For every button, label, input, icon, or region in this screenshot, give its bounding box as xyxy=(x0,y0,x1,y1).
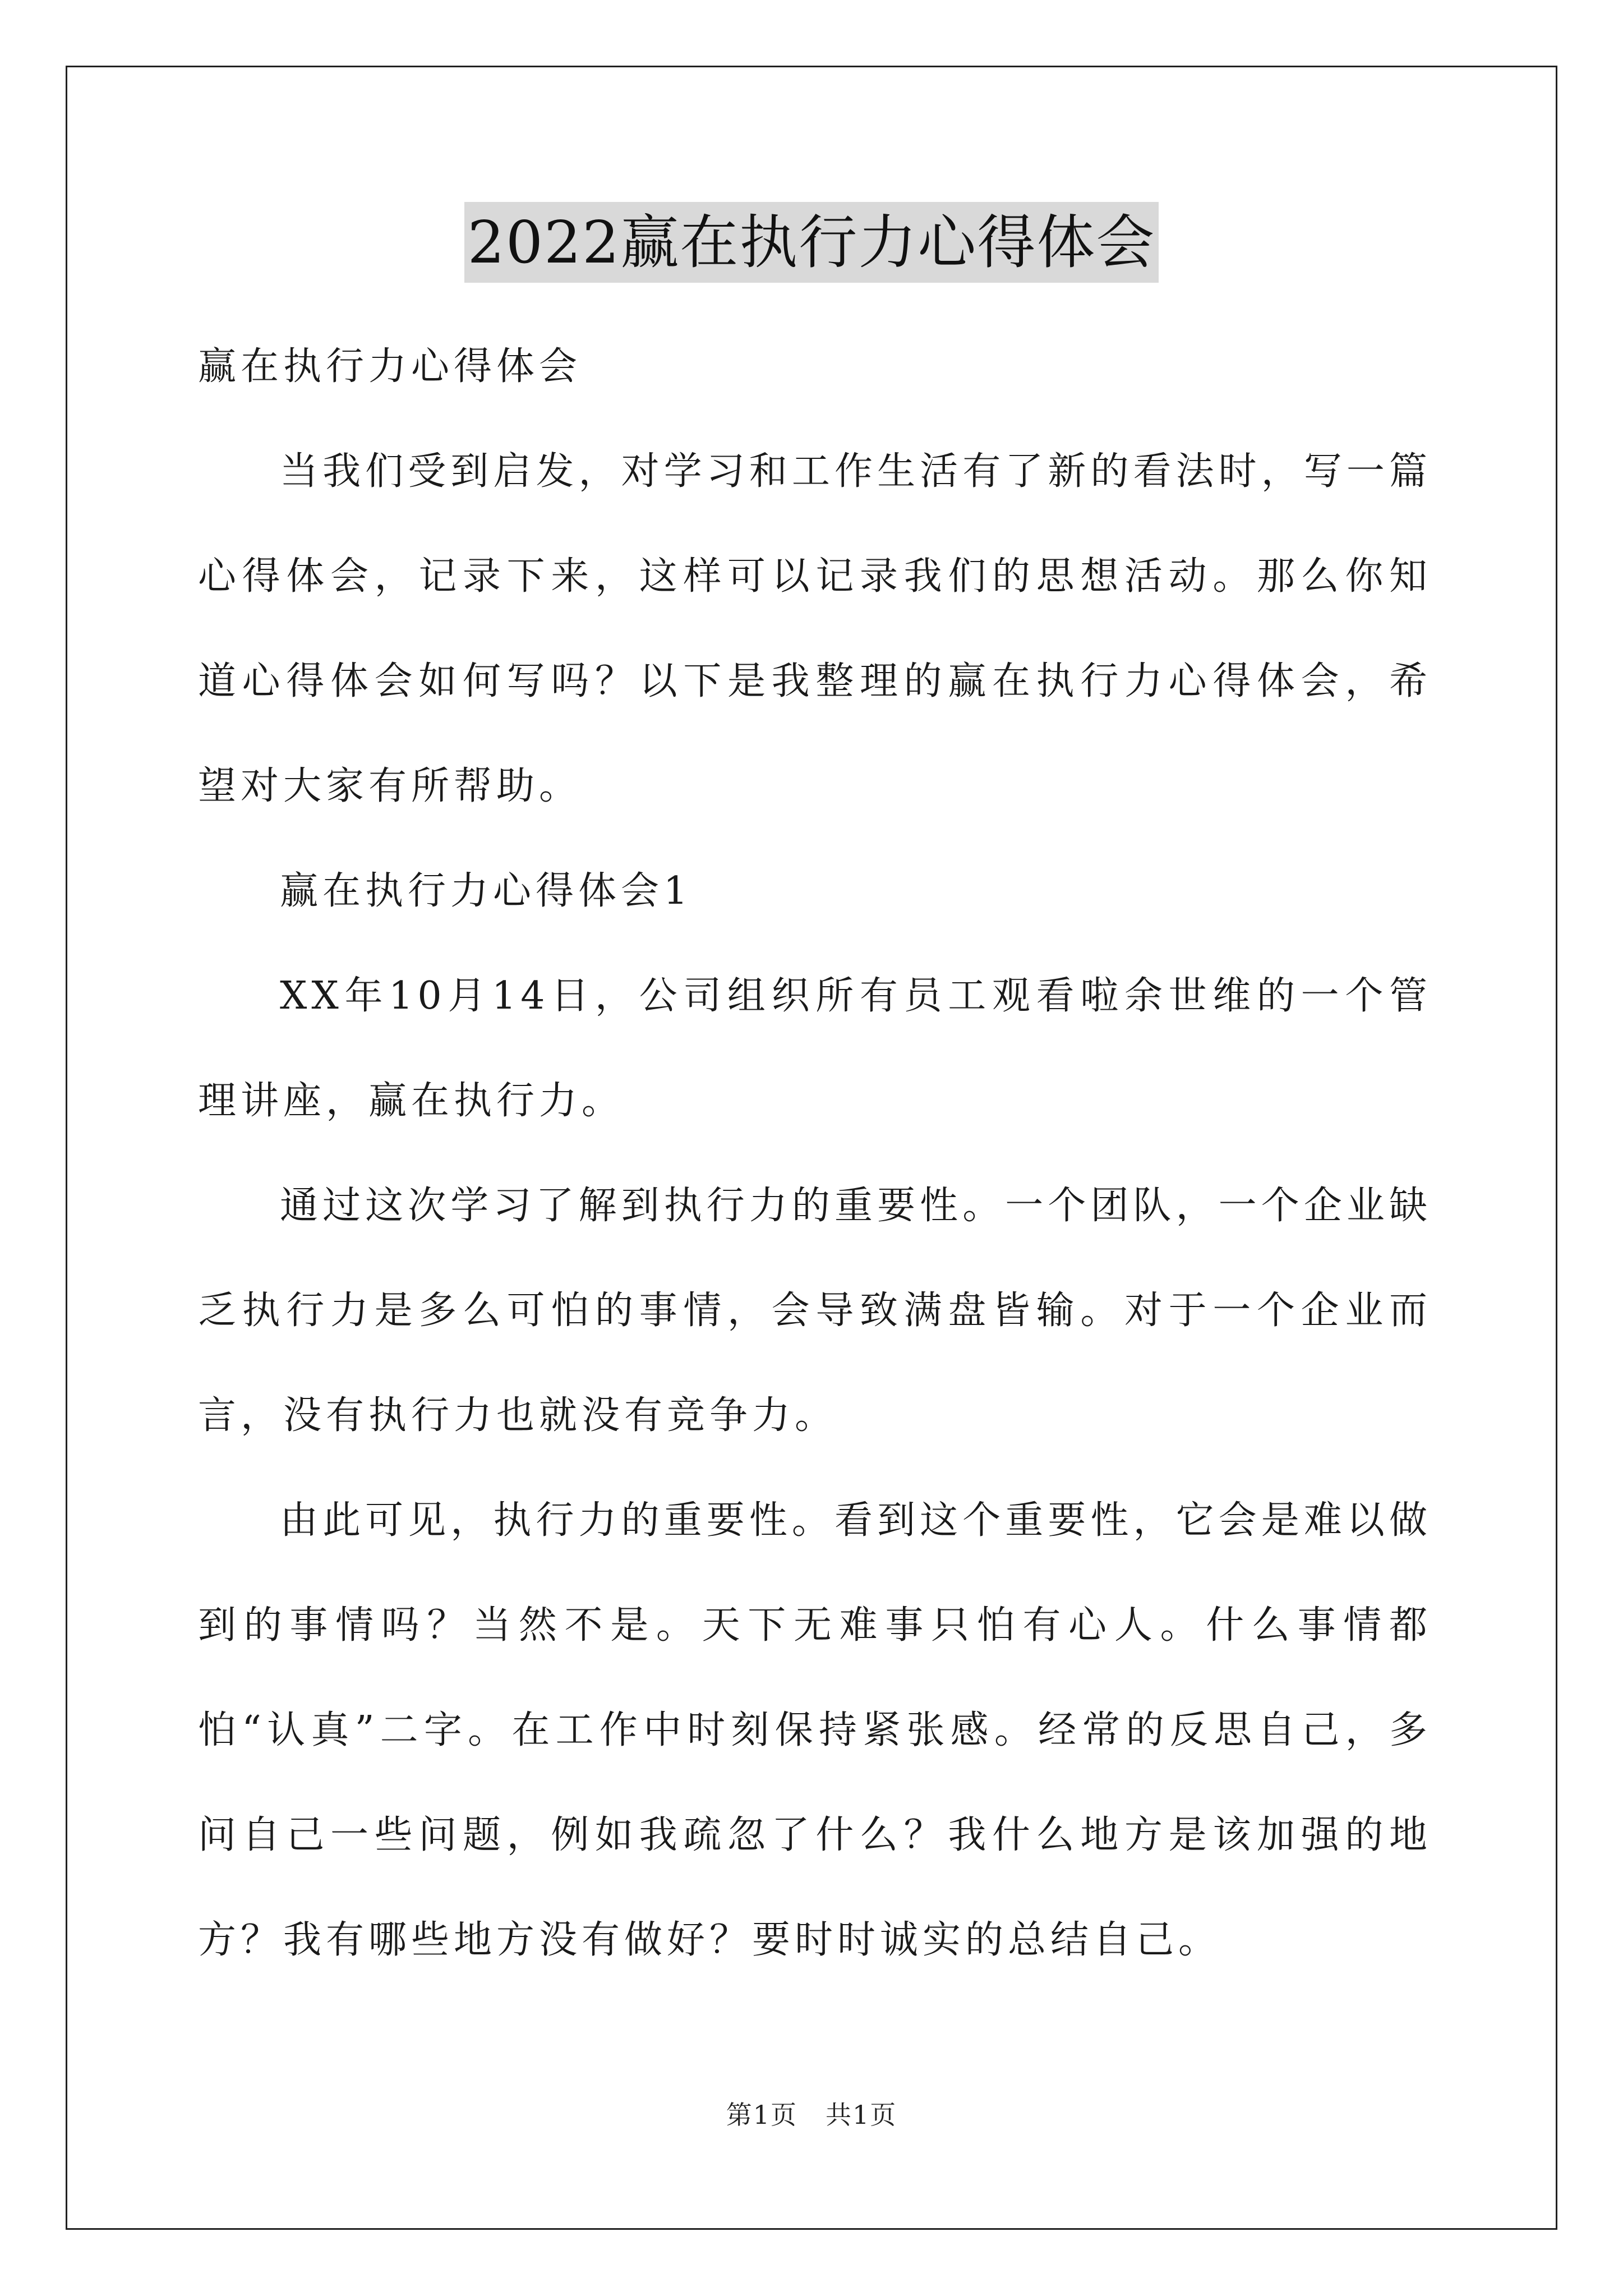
current-page-number: 第1页 xyxy=(726,2100,797,2130)
paragraph-subtitle: 赢在执行力心得体会 xyxy=(198,344,582,389)
paragraph-body-1: XX年10月14日，公司组织所有员工观看啦余世维的一个管理讲座，赢在执行力。 xyxy=(198,974,1432,1123)
paragraph-intro: 当我们受到启发，对学习和工作生活有了新的看法时，写一篇心得体会，记录下来，这样可以记录我们的思想活动。那么你知道心得体会如何写吗？以下是我整理的赢在执行力心得体会，希望对大家有所帮助。 xyxy=(198,449,1432,808)
page-footer xyxy=(0,2098,1623,2132)
document-title: 2022赢在执行力心得体会 xyxy=(464,202,1159,283)
document-body xyxy=(198,314,1432,1993)
section-heading: 赢在执行力心得体会1 xyxy=(280,869,693,913)
paragraph-body-3: 由此可见，执行力的重要性。看到这个重要性，它会是难以做到的事情吗？当然不是。天下无难事只怕有心人。什么事情都怕“认真”二字。在工作中时刻保持紧张感。经常的反思自己，多问自己一些问题，例如我疏忽了什么？我什么地方是该加强的地方？我有哪些地方没有做好？要时时诚实的总结自己。 xyxy=(198,1498,1432,1962)
total-pages: 共1页 xyxy=(826,2100,897,2130)
paragraph-body-2: 通过这次学习了解到执行力的重要性。一个团队，一个企业缺乏执行力是多么可怕的事情，会导致满盘皆输。对于一个企业而言，没有执行力也就没有竞争力。 xyxy=(198,1184,1432,1438)
title-container xyxy=(0,202,1623,283)
